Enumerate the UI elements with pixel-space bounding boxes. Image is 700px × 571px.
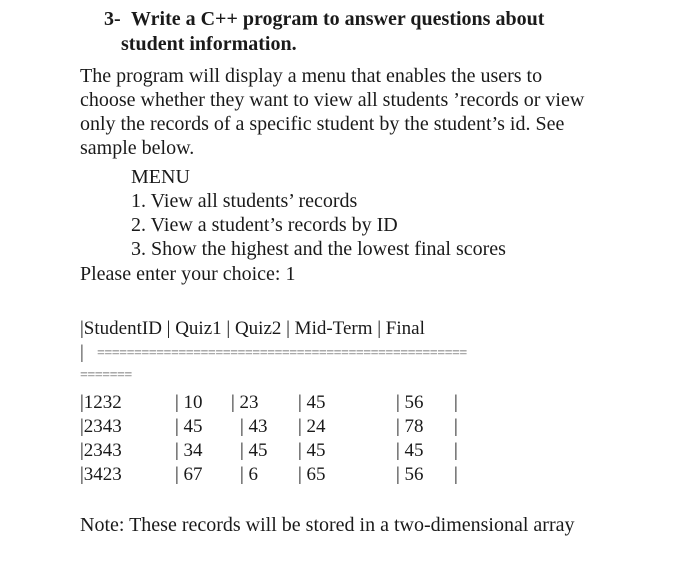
table-separator-line1: ================================================== bbox=[97, 346, 467, 361]
question-number: 3- bbox=[104, 8, 121, 30]
cell-midterm: | 45 bbox=[298, 392, 326, 413]
table-separator-bar: | bbox=[80, 342, 84, 363]
table-header: |StudentID | Quiz1 | Quiz2 | Mid-Term | Final bbox=[80, 318, 425, 339]
menu-option-1: 1. View all students’ records bbox=[131, 190, 358, 212]
description-line-4: sample below. bbox=[80, 137, 195, 159]
description-line-3: only the records of a specific student by the student’s id. See bbox=[80, 113, 565, 135]
cell-end-bar: | bbox=[454, 440, 458, 461]
cell-quiz2: | 23 bbox=[231, 392, 259, 413]
cell-student-id: |2343 bbox=[80, 440, 122, 461]
cell-final: | 56 bbox=[396, 392, 424, 413]
menu-option-2: 2. View a student’s records by ID bbox=[131, 214, 398, 236]
cell-end-bar: | bbox=[454, 392, 458, 413]
table-separator-line2: ======= bbox=[80, 368, 132, 383]
question-title-line1: Write a C++ program to answer questions about bbox=[131, 8, 545, 30]
cell-end-bar: | bbox=[454, 464, 458, 485]
cell-midterm: | 24 bbox=[298, 416, 326, 437]
note-text: Note: These records will be stored in a two-dimensional array bbox=[80, 514, 575, 536]
description-line-1: The program will display a menu that enables the users to bbox=[80, 65, 543, 87]
cell-student-id: |1232 bbox=[80, 392, 122, 413]
menu-option-3: 3. Show the highest and the lowest final scores bbox=[131, 238, 506, 260]
cell-student-id: |3423 bbox=[80, 464, 122, 485]
cell-quiz1: | 10 bbox=[175, 392, 203, 413]
cell-quiz2: | 45 bbox=[240, 440, 268, 461]
cell-quiz1: | 67 bbox=[175, 464, 203, 485]
cell-quiz1: | 34 bbox=[175, 440, 203, 461]
cell-student-id: |2343 bbox=[80, 416, 122, 437]
menu-prompt: Please enter your choice: 1 bbox=[80, 263, 296, 285]
question-title-line2: student information. bbox=[121, 33, 297, 55]
menu-title: MENU bbox=[131, 166, 190, 188]
cell-end-bar: | bbox=[454, 416, 458, 437]
cell-final: | 78 bbox=[396, 416, 424, 437]
description-line-2: choose whether they want to view all students ’records or view bbox=[80, 89, 585, 111]
cell-quiz2: | 6 bbox=[240, 464, 259, 485]
cell-midterm: | 65 bbox=[298, 464, 326, 485]
cell-quiz1: | 45 bbox=[175, 416, 203, 437]
cell-final: | 56 bbox=[396, 464, 424, 485]
cell-midterm: | 45 bbox=[298, 440, 326, 461]
cell-quiz2: | 43 bbox=[240, 416, 268, 437]
cell-final: | 45 bbox=[396, 440, 424, 461]
